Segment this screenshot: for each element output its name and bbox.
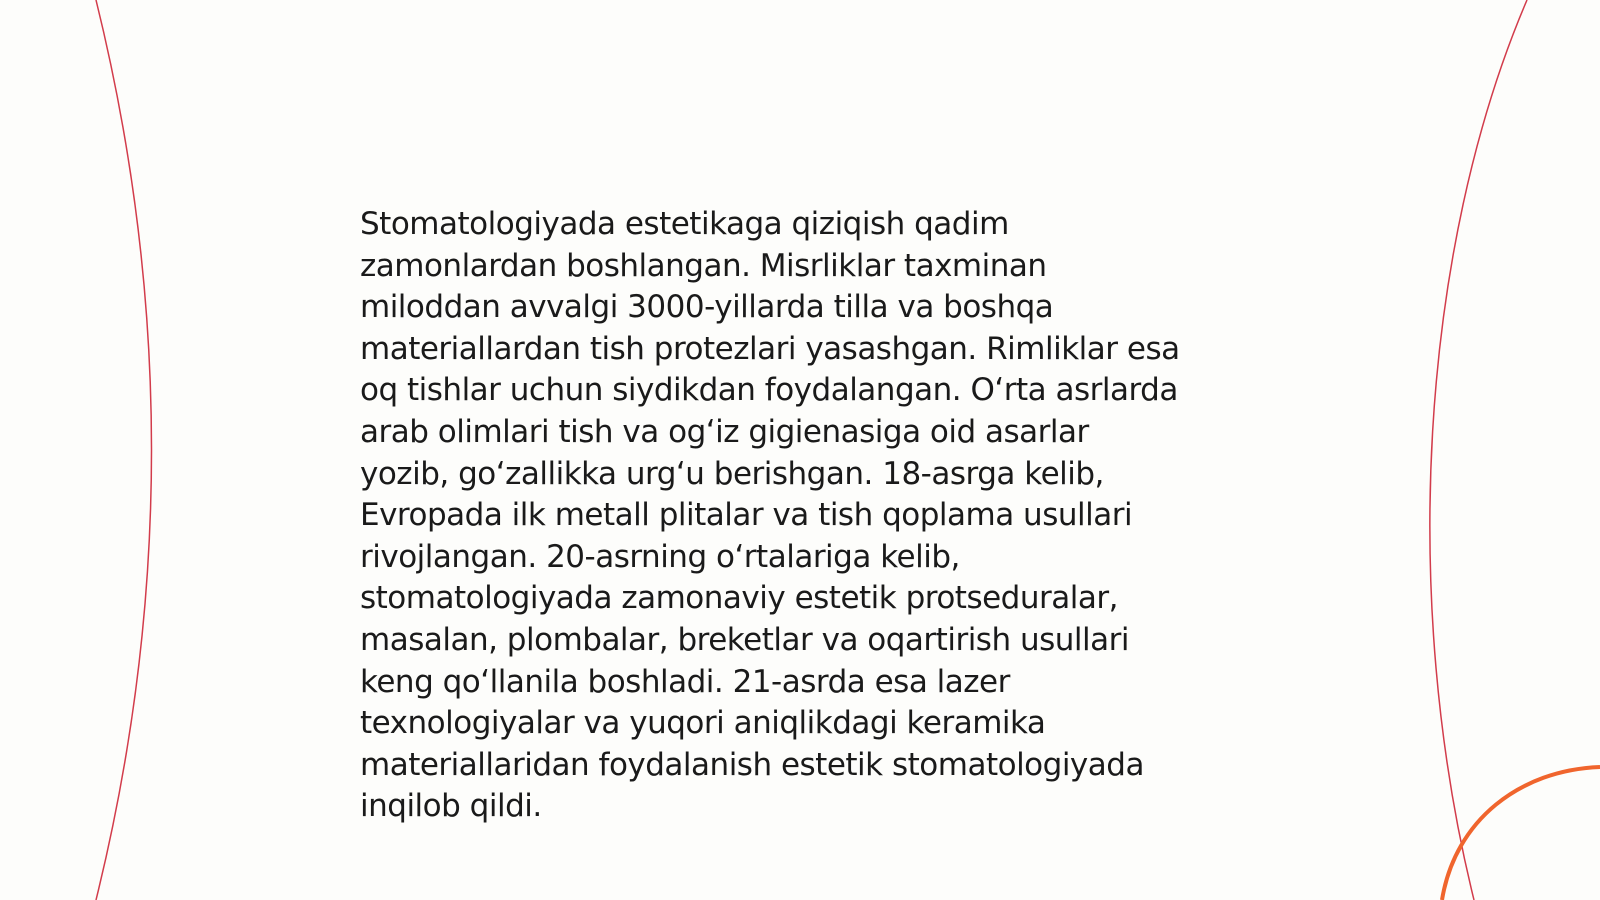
right-curve-line xyxy=(1430,0,1527,900)
left-curve-line xyxy=(96,0,152,900)
accent-arc xyxy=(1442,767,1600,900)
slide-body-text: Stomatologiyada estetikaga qiziqish qadim zamonlardan boshlangan. Misrliklar taxminan miloddan avvalgi 3000-yillarda tilla va boshqa materiallardan tish protezlari yasashgan. Rimliklar esa oq tishlar uchun siydikdan foydalangan. O‘rta asrlarda arab olimlari tish va og‘iz gigienasiga oid asarlar yozib, go‘zallikka urg‘u berishgan. 18-asrga kelib, Evropada ilk metall plitalar va tish qoplama usullari rivojlangan. 20-asrning o‘rtalariga kelib, stomatologiyada zamonaviy estetik protseduralar, masalan, plombalar, breketlar va oqartirish usullari keng qo‘llanila boshladi. 21-asrda esa lazer texnologiyalar va yuqori aniqlikdagi keramika materiallaridan foydalanish estetik stomatologiyada inqilob qildi. xyxy=(360,206,1180,825)
